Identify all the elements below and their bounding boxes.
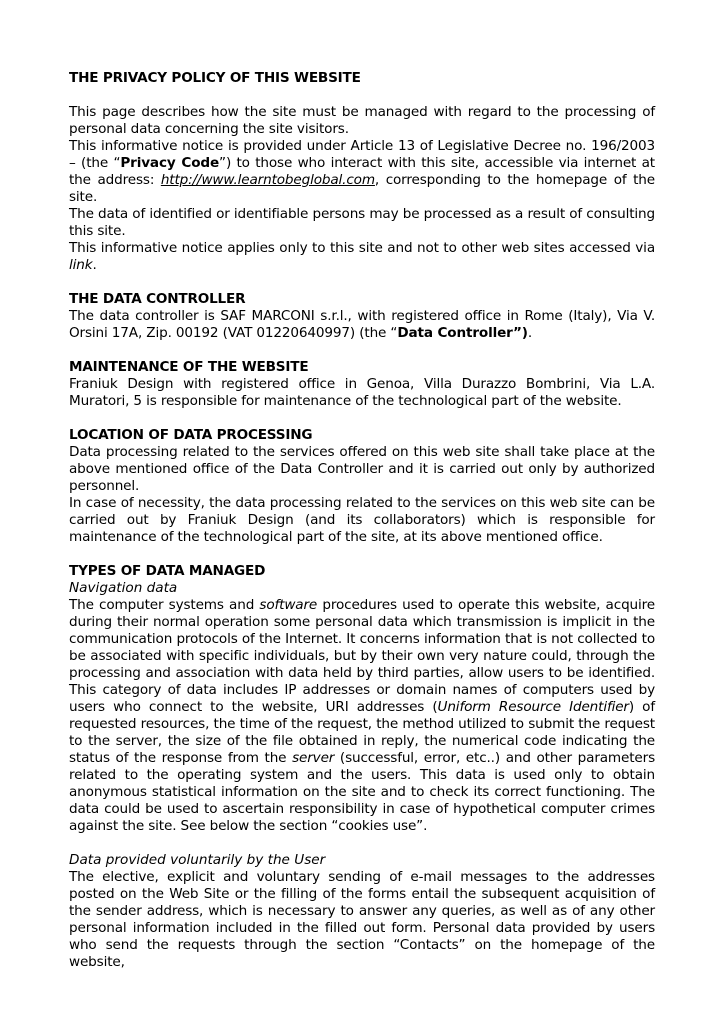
document-page [69,70,655,971]
types-section [69,563,655,971]
intro-section [69,104,655,274]
voluntary-data-text: The elective, explicit and voluntary sending of e-mail messages to the addresses posted on the Web Site or the filling of the forms entail the subsequent acquisition of the sender address, which is necessary to answer any queries, as well as of any other personal information included in the filled out form. Personal data provided by users who send the requests through the section “Contacts” on the homepage of the website, [69,869,655,970]
voluntary-data-subheading: Data provided voluntarily by the User [69,852,326,868]
controller-text-a: The data controller is SAF MARCONI s.r.l., with registered office in Rome (Italy), Via V. Orsini 17A, Zip. 00192 (VAT 01220640997) (the “ [69,308,655,341]
intro-p4-text-a: This informative notice applies only to this site and not to other web sites accessed via [69,240,655,256]
nav-text-d: (successful, error, etc..) and other parameters related to the operating system and the users. This data is used only to obtain anonymous statistical information on the site and to check its correct functioning. The data could be used to ascertain responsibility in case of hypothetical computer crimes against the site. See below the section “cookies use”. [69,750,656,834]
intro-paragraph-2 [69,138,655,206]
nav-text-a: The computer systems and [69,597,260,613]
navigation-data-subheading: Navigation data [69,580,178,596]
intro-p2-text-b: ”) to those who interact with this site, accessible via internet at the address: [69,155,655,188]
data-controller-term: Data Controller”) [397,325,528,341]
location-paragraph-2: In case of necessity, the data processing related to the services on this web site can be carried out by Franiuk Design (and its collaborators) which is responsible for maintenance of the technological part of the site, at its above mentioned office. [69,495,655,545]
intro-paragraph-4 [69,240,655,274]
location-heading: LOCATION OF DATA PROCESSING [69,427,313,443]
server-term: server [292,750,335,766]
location-paragraph-1: Data processing related to the services offered on this web site shall take place at the above mentioned office of the Data Controller and it is carried out only by authorized personnel. [69,444,655,494]
nav-text-b: procedures used to operate this website, acquire during their normal operation some personal data which transmission is implicit in the communication protocols of the Internet. It concerns information that is not collected to be associated with specific individuals, but by their own very nature could, through the processing and association with data held by third parties, allow users to be identified. This category of data includes IP addresses or domain names of computers used by users who connect to the website, URI addresses ( [69,597,655,715]
nav-text-c: ) of requested resources, the time of the request, the method utilized to submit the request to the server, the size of the file obtained in reply, the numerical code indicating the status of the response from the [69,699,655,766]
maintenance-section [69,359,655,410]
intro-p4-text-b: . [92,257,97,273]
controller-text-b: . [527,325,532,341]
voluntary-data-block [69,852,655,971]
website-link[interactable]: http://www.learntobeglobal.com [160,172,375,188]
location-section [69,427,655,546]
page-title: THE PRIVACY POLICY OF THIS WEBSITE [69,70,361,86]
data-controller-text [69,308,655,342]
intro-p2-text-c: , corresponding to the homepage of the site. [69,172,655,205]
intro-paragraph-3: The data of identified or identifiable persons may be processed as a result of consulting this site. [69,206,655,239]
privacy-code-term: Privacy Code [120,155,220,171]
navigation-data-text [69,597,655,835]
data-controller-heading: THE DATA CONTROLLER [69,291,246,307]
intro-paragraph-1: This page describes how the site must be managed with regard to the processing of personal data concerning the site visitors. [69,104,655,137]
types-heading: TYPES OF DATA MANAGED [69,563,266,579]
intro-p2-text-a: This informative notice is provided under Article 13 of Legislative Decree no. 196/2003 – (the “ [69,138,655,171]
uri-term: Uniform Resource Identifier [437,699,629,715]
software-term: software [259,597,318,613]
maintenance-heading: MAINTENANCE OF THE WEBSITE [69,359,309,375]
link-term: link [69,257,93,273]
data-controller-section [69,291,655,342]
maintenance-text: Franiuk Design with registered office in Genoa, Villa Durazzo Bombrini, Via L.A. Muratori, 5 is responsible for maintenance of the technological part of the website. [69,376,655,409]
